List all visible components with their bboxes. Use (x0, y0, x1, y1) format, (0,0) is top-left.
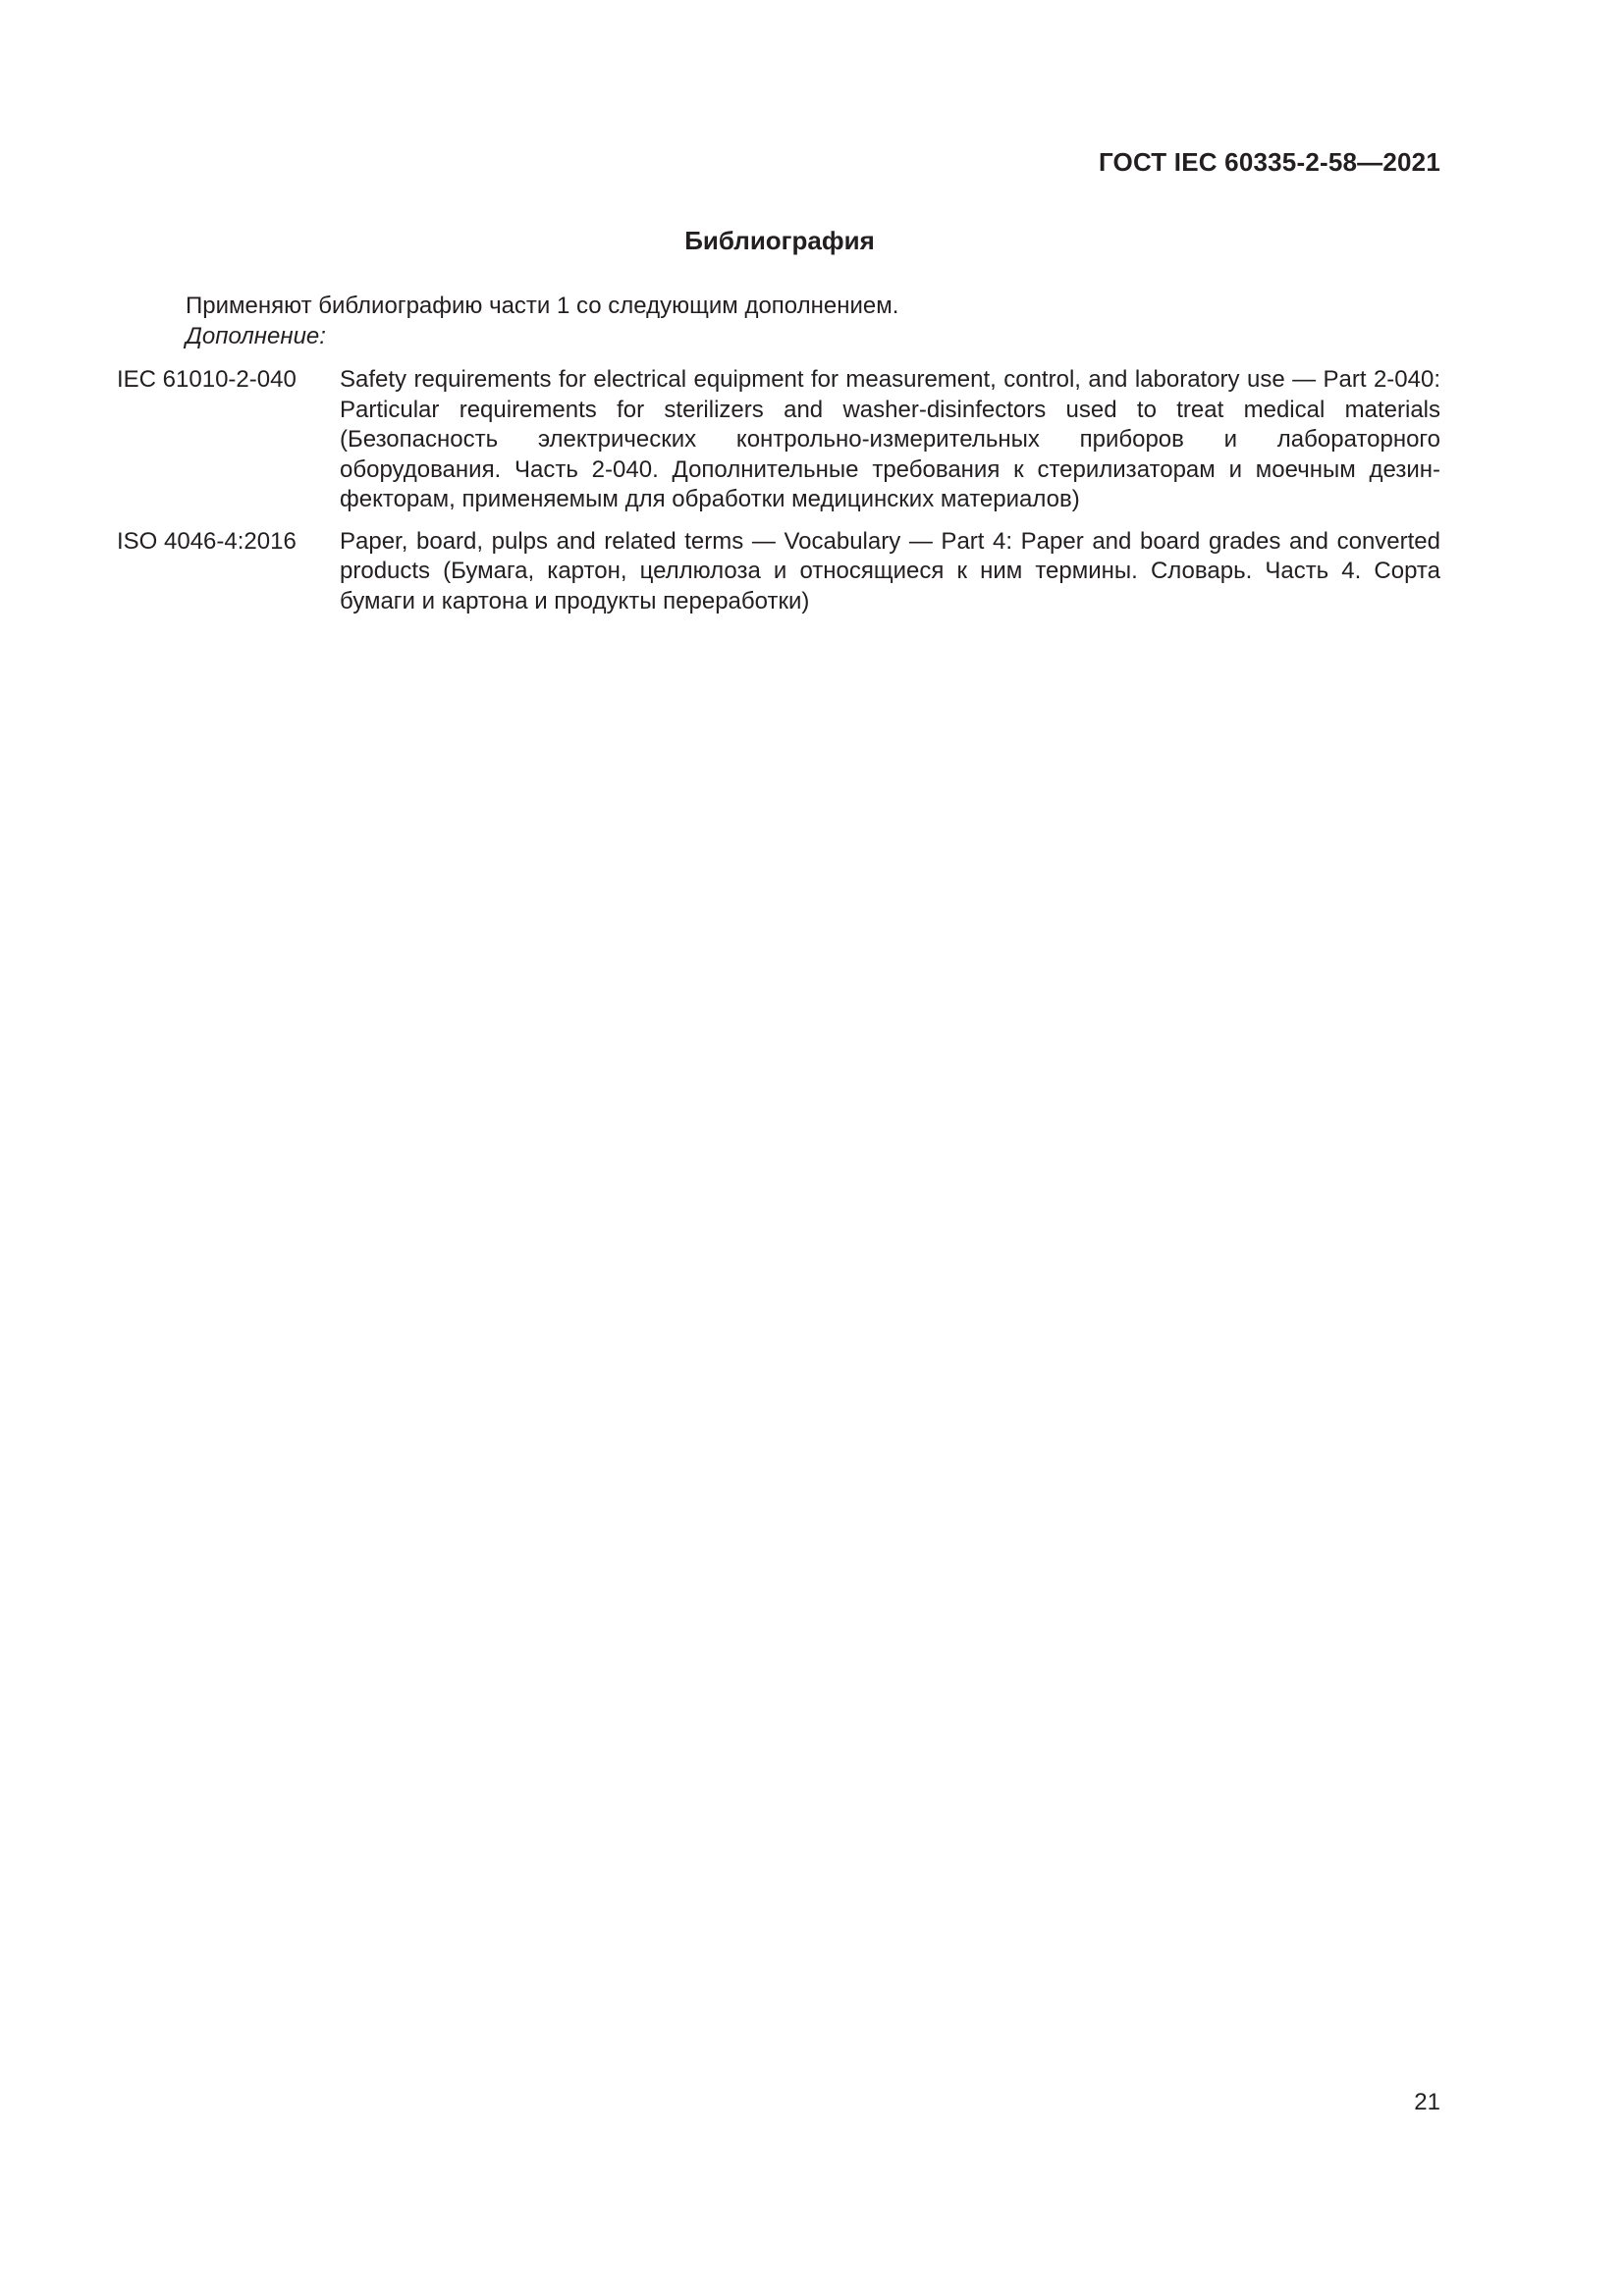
page-number: 21 (1414, 2089, 1440, 2115)
bibliography-intro (186, 291, 898, 351)
document-header: ГОСТ IEC 60335-2-58—2021 (1098, 147, 1440, 177)
intro-text: Применяют библиографию части 1 со следующим дополнением. (186, 293, 899, 319)
reference-description: Paper, board, pulps and related terms — Vocabulary — Part 4: Paper and board grades and converted products (Бумага, картон, целлюлоза и относящиеся к ним термины. Словарь. Часть 4. Сорта бумаги и картона и продукты переработки) (340, 527, 1440, 614)
addition-label: Дополнение: (186, 323, 326, 349)
reference-code: IEC 61010-2-040 (117, 366, 297, 393)
reference-item (117, 527, 1440, 617)
reference-description: Safety requirements for electrical equipment for measurement, control, and laboratory use — Part 2-040: Particular requirements for sterilizers and washer-disinfectors used to treat medical materials (Безопасность электрических контрольно-измерительных приборов и лабораторного оборудования. Часть 2-040. Дополнительные требования к стерилизаторам и моечным дезинфекторам, применяемым для обработки медицинских материалов) (340, 366, 1440, 512)
reference-list (117, 365, 1440, 628)
reference-item (117, 365, 1440, 515)
section-title: Библиография (684, 226, 875, 255)
reference-code: ISO 4046-4:2016 (117, 527, 297, 555)
